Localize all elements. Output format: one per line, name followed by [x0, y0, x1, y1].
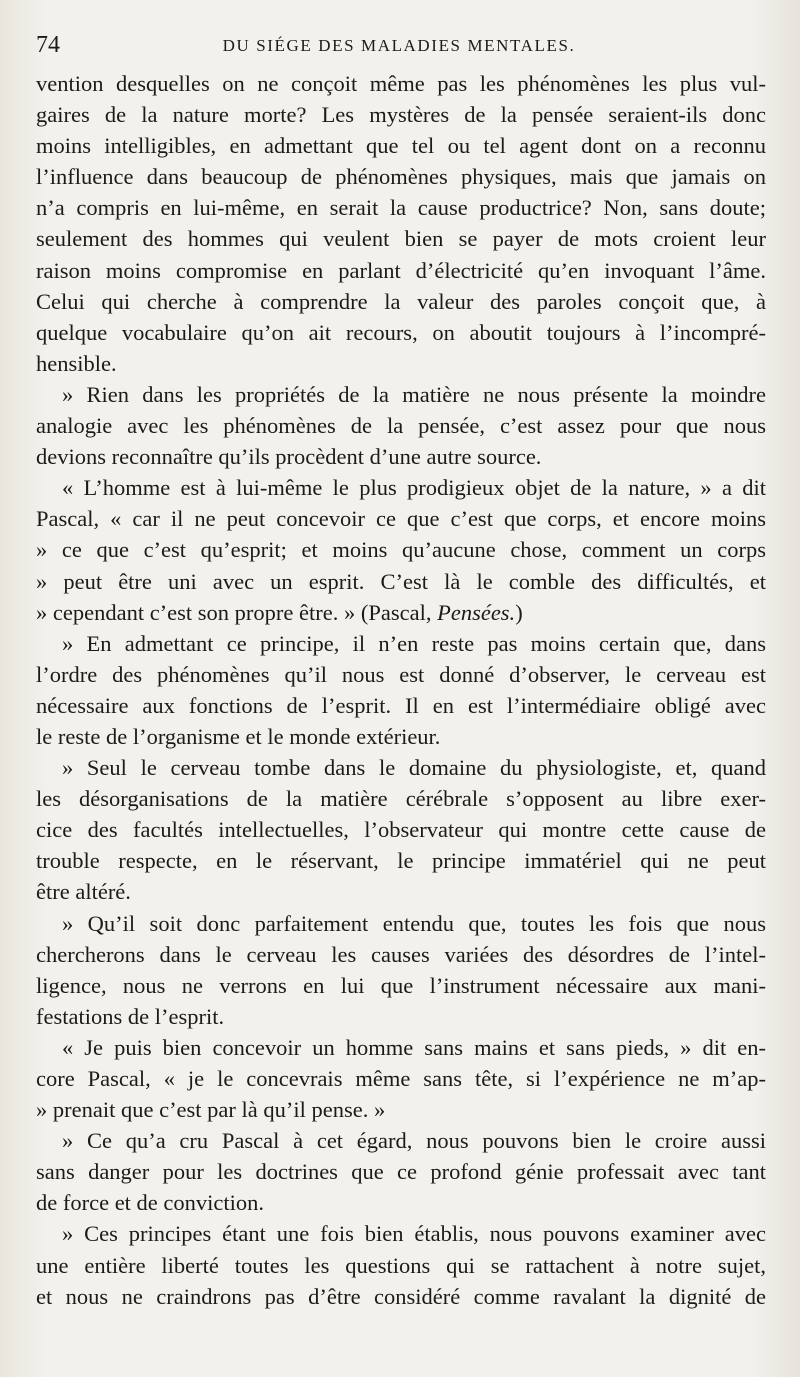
text-line-content: » prenait que c’est par là qu’il pense. »: [36, 1097, 386, 1123]
text-line-content: » peut être uni avec un esprit. C’est là le comble des difficultés, et: [36, 568, 766, 594]
text-line-content: « L’homme est à lui-même le plus prodigieux objet de la nature, » a dit: [62, 475, 766, 501]
text-line: [36, 161, 766, 192]
text-line: [36, 255, 766, 286]
text-line: [36, 628, 766, 659]
text-line-content: moins intelligibles, en admettant que tel ou tel agent dont on a reconnu: [36, 133, 766, 159]
text-line-content: » Ce qu’a cru Pascal à cet égard, nous pouvons bien le croire aussi: [62, 1128, 766, 1154]
page-number: 74: [36, 32, 60, 58]
text-line: [36, 783, 766, 814]
text-line: [36, 99, 766, 130]
text-line-content: être altéré.: [36, 879, 131, 905]
text-line: [36, 721, 766, 752]
text-line: [36, 130, 766, 161]
text-line: [36, 503, 766, 534]
text-line-content: » Seul le cerveau tombe dans le domaine du physiologiste, et, quand: [62, 755, 766, 781]
text-line: [36, 876, 766, 907]
italic-title: Pensées.: [437, 599, 516, 625]
text-line: [36, 1125, 766, 1156]
text-line-content: seulement des hommes qui veulent bien se payer de mots croient leur: [36, 226, 766, 252]
text-line: [36, 1032, 766, 1063]
text-line: [36, 68, 766, 99]
body-text: [36, 68, 766, 1312]
text-line: [36, 1001, 766, 1032]
text-line: [36, 1218, 766, 1249]
text-line: [36, 410, 766, 441]
text-line-content: quelque vocabulaire qu’on ait recours, on aboutit toujours à l’incompré-: [36, 319, 766, 345]
text-line: [36, 845, 766, 876]
text-line-content: » Rien dans les propriétés de la matière ne nous présente la moindre: [62, 381, 766, 407]
running-head: [36, 32, 762, 62]
text-line-content: et nous ne craindrons pas d’être considéré comme ravalant la dignité de: [36, 1283, 766, 1309]
text-line-content: de force et de conviction.: [36, 1190, 265, 1216]
text-line-content: n’a compris en lui-même, en serait la cause productrice? Non, sans doute;: [36, 195, 766, 221]
text-line-content: » cependant c’est son propre être. » (Pascal,: [36, 599, 438, 625]
closing-parenthesis: ): [515, 599, 523, 625]
text-line-content: Celui qui cherche à comprendre la valeur des paroles conçoit que, à: [36, 288, 766, 314]
text-line: [36, 566, 766, 597]
text-line: [36, 286, 766, 317]
text-line: [36, 379, 766, 410]
text-line: [36, 690, 766, 721]
text-line-content: devions reconnaître qu’ils procèdent d’une autre source.: [36, 444, 542, 470]
text-line-content: hensible.: [36, 350, 117, 376]
text-line: [36, 1063, 766, 1094]
text-line-content: ligence, nous ne verrons en lui que l’instrument nécessaire aux mani-: [36, 972, 766, 998]
text-line-content: l’ordre des phénomènes qu’il nous est donné d’observer, le cerveau est: [36, 661, 766, 687]
text-line: [36, 534, 766, 565]
text-line-content: raison moins compromise en parlant d’électricité qu’en invoquant l’âme.: [36, 257, 766, 283]
text-line: [36, 348, 766, 379]
text-line: [36, 1281, 766, 1312]
text-line: [36, 814, 766, 845]
text-line-content: l’influence dans beaucoup de phénomènes physiques, mais que jamais on: [36, 164, 766, 190]
running-title: DU SIÉGE DES MALADIES MENTALES.: [222, 36, 576, 55]
text-line: [36, 939, 766, 970]
text-line: [36, 192, 766, 223]
text-line-content: » ce que c’est qu’esprit; et moins qu’aucune chose, comment un corps: [36, 537, 766, 563]
text-line: [36, 1156, 766, 1187]
text-line-content: Pascal, « car il ne peut concevoir ce que c’est que corps, et encore moins: [36, 506, 766, 532]
text-line-content: vention desquelles on ne conçoit même pas les phénomènes les plus vul-: [36, 71, 766, 96]
text-line-content: analogie avec les phénomènes de la pensée, c’est assez pour que nous: [36, 413, 766, 439]
text-line: [36, 223, 766, 254]
text-line: [36, 597, 766, 628]
text-line: [36, 908, 766, 939]
text-line: [36, 1187, 766, 1218]
text-line: [36, 317, 766, 348]
text-line-content: nécessaire aux fonctions de l’esprit. Il en est l’intermédiaire obligé avec: [36, 692, 766, 718]
text-line: [36, 441, 766, 472]
text-line-content: » Ces principes étant une fois bien établis, nous pouvons examiner avec: [62, 1221, 766, 1247]
text-line-content: chercherons dans le cerveau les causes variées des désordres de l’intel-: [36, 941, 766, 967]
text-line: [36, 659, 766, 690]
text-line-content: « Je puis bien concevoir un homme sans mains et sans pieds, » dit en-: [62, 1034, 766, 1060]
text-line-content: les désorganisations de la matière cérébrale s’opposent au libre exer-: [36, 786, 766, 812]
text-line-content: » En admettant ce principe, il n’en reste pas moins certain que, dans: [62, 630, 766, 656]
text-line: [36, 752, 766, 783]
text-line-content: cice des facultés intellectuelles, l’observateur qui montre cette cause de: [36, 817, 766, 843]
text-line: [36, 970, 766, 1001]
text-line: [36, 1250, 766, 1281]
text-line-content: gaires de la nature morte? Les mystères de la pensée seraient-ils donc: [36, 102, 766, 128]
text-line-content: festations de l’esprit.: [36, 1003, 225, 1029]
text-line: [36, 1094, 766, 1125]
text-line-content: une entière liberté toutes les questions qui se rattachent à notre sujet,: [36, 1252, 766, 1278]
text-line: [36, 472, 766, 503]
text-line-content: sans danger pour les doctrines que ce profond génie professait avec tant: [36, 1159, 766, 1185]
text-line-content: » Qu’il soit donc parfaitement entendu que, toutes les fois que nous: [62, 910, 766, 936]
text-line-content: trouble respecte, en le réservant, le principe immatériel qui ne peut: [36, 848, 766, 874]
text-line-content: le reste de l’organisme et le monde extérieur.: [36, 723, 441, 749]
text-line-content: core Pascal, « je le concevrais même sans tête, si l’expérience ne m’ap-: [36, 1066, 766, 1091]
